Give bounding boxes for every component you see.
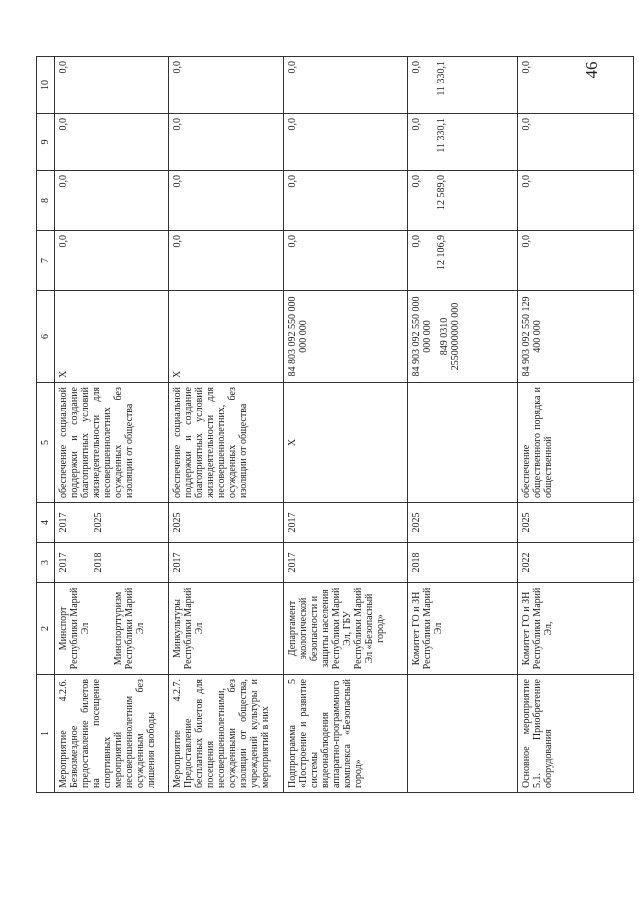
header-cell: 6: [37, 291, 55, 383]
cell-executor: [55, 583, 169, 675]
cell-start-year: 2017: [169, 543, 284, 583]
header-cell: 3: [37, 543, 55, 583]
page-number: 46: [582, 61, 601, 79]
value-2: 12 589,0: [436, 175, 447, 210]
code-secondary: 849 0310 2550000000 000: [439, 302, 461, 371]
header-cell: 1: [37, 675, 55, 793]
cell-value: 0,0: [169, 231, 284, 291]
cell-code: [55, 291, 169, 383]
cell-value: 0,0: [518, 171, 634, 231]
cell-end-year: 2025: [408, 503, 518, 543]
value-1: 0,0: [411, 61, 422, 74]
header-cell: 4: [37, 503, 55, 543]
table-row: [284, 57, 408, 793]
cell-value: 0,0: [518, 114, 634, 171]
cell-name: Подпрограмма 5 «Построение и развитие системы видеонаблюдения аппаратно-программного комплекса «Безопасный город»: [284, 675, 408, 793]
value-2: 11 330,1: [436, 61, 447, 96]
cell-name: Мероприятие 4.2.7. Предоставление бесплатных билетов для посещения несовершеннолетними, осужденными без изоляции от общества, учреждений культуры и мероприятий в них: [169, 675, 284, 793]
header-cell: 9: [37, 114, 55, 171]
cell-name: Мероприятие 4.2.6. Безвозмездное предоставление билетов на посещение спортивных мероприятий несовершеннолетним осужденным без лишения свободы: [55, 675, 169, 793]
cell-start-year: 2017: [284, 543, 408, 583]
executor-secondary: Минспорттуризм Республики Марий Эл: [113, 587, 146, 670]
cell-value: 0,0: [284, 231, 408, 291]
header-cell: 8: [37, 171, 55, 231]
code-primary: 84 903 092 550 000 000 000: [411, 296, 433, 377]
code-x: X: [172, 370, 183, 378]
cell-value: [408, 171, 518, 231]
cell-executor: Минкультуры Республики Марий Эл: [169, 583, 284, 675]
cell-start-year: [55, 543, 169, 583]
table-row: [55, 57, 169, 793]
table-row: [408, 57, 518, 793]
end-year-1: 2017: [58, 512, 69, 533]
value-2: 11 330,1: [436, 118, 447, 153]
cell-result: обеспечение общественного порядка и общественной: [518, 383, 634, 503]
cell-result: обеспечение социальной поддержки и создание благоприятных условий жизнедеятельности для несовершеннолетних, осужденных без изоляции от общества: [169, 383, 284, 503]
cell-value: 0,0: [169, 114, 284, 171]
end-year-2: 2025: [93, 512, 104, 533]
cell-start-year: 2022: [518, 543, 634, 583]
cell-code: [408, 291, 518, 383]
cell-end-year: 2017: [284, 503, 408, 543]
cell-executor: Департамент экологической безопасности и защиты населения Республики Марий Эл, ГБУ Республики Марий Эл «Безопасный город»: [284, 583, 408, 675]
value-1: 0,0: [411, 118, 422, 131]
cell-code: 84 903 092 550 129 400 000: [518, 291, 634, 383]
cell-value: 0,0: [518, 57, 634, 114]
header-cell: 7: [37, 231, 55, 291]
cell-executor: Комитет ГО и ЗН Республики Марий Эл: [408, 583, 518, 675]
cell-value: 0,0: [55, 171, 169, 231]
cell-end-year: 2025: [518, 503, 634, 543]
cell-result: X: [284, 383, 408, 503]
cell-value: 0,0: [55, 231, 169, 291]
cell-value: 0,0: [518, 231, 634, 291]
cell-value: 0,0: [169, 171, 284, 231]
cell-start-year: 2018: [408, 543, 518, 583]
start-year-2: 2018: [93, 552, 104, 573]
value-2: 12 106,9: [436, 235, 447, 270]
cell-code: [169, 291, 284, 383]
cell-value: 0,0: [284, 171, 408, 231]
header-cell: 5: [37, 383, 55, 503]
value-1: 0,0: [411, 235, 422, 248]
cell-value: [408, 114, 518, 171]
rotated-page: [36, 57, 630, 793]
cell-value: 0,0: [284, 57, 408, 114]
table-row: [169, 57, 284, 793]
table-row: [518, 57, 634, 793]
program-table: [36, 56, 634, 793]
cell-value: 0,0: [284, 114, 408, 171]
cell-code: 84 803 092 550 000 000 000: [284, 291, 408, 383]
cell-result: обеспечение социальной поддержки и создание благоприятных условий жизнедеятельности для несовершеннолетних осужденных без изоляции от общества: [55, 383, 169, 503]
header-row: [37, 57, 55, 793]
cell-name: [408, 675, 518, 793]
value-1: 0,0: [411, 175, 422, 188]
executor-primary: Минспорт Республики Марий Эл: [58, 587, 91, 670]
cell-value: [408, 57, 518, 114]
cell-value: 0,0: [55, 57, 169, 114]
cell-name: Основное мероприятие 5.1. Приобретение оборудования: [518, 675, 634, 793]
cell-value: 0,0: [169, 57, 284, 114]
cell-result: [408, 383, 518, 503]
cell-value: 0,0: [55, 114, 169, 171]
start-year-1: 2017: [58, 552, 69, 573]
cell-value: [408, 231, 518, 291]
header-cell: 2: [37, 583, 55, 675]
cell-end-year: [55, 503, 169, 543]
header-cell: 10: [37, 57, 55, 114]
cell-executor: Комитет ГО и ЗН Республики Марий Эл,: [518, 583, 634, 675]
cell-end-year: 2025: [169, 503, 284, 543]
code-x: X: [58, 370, 69, 378]
